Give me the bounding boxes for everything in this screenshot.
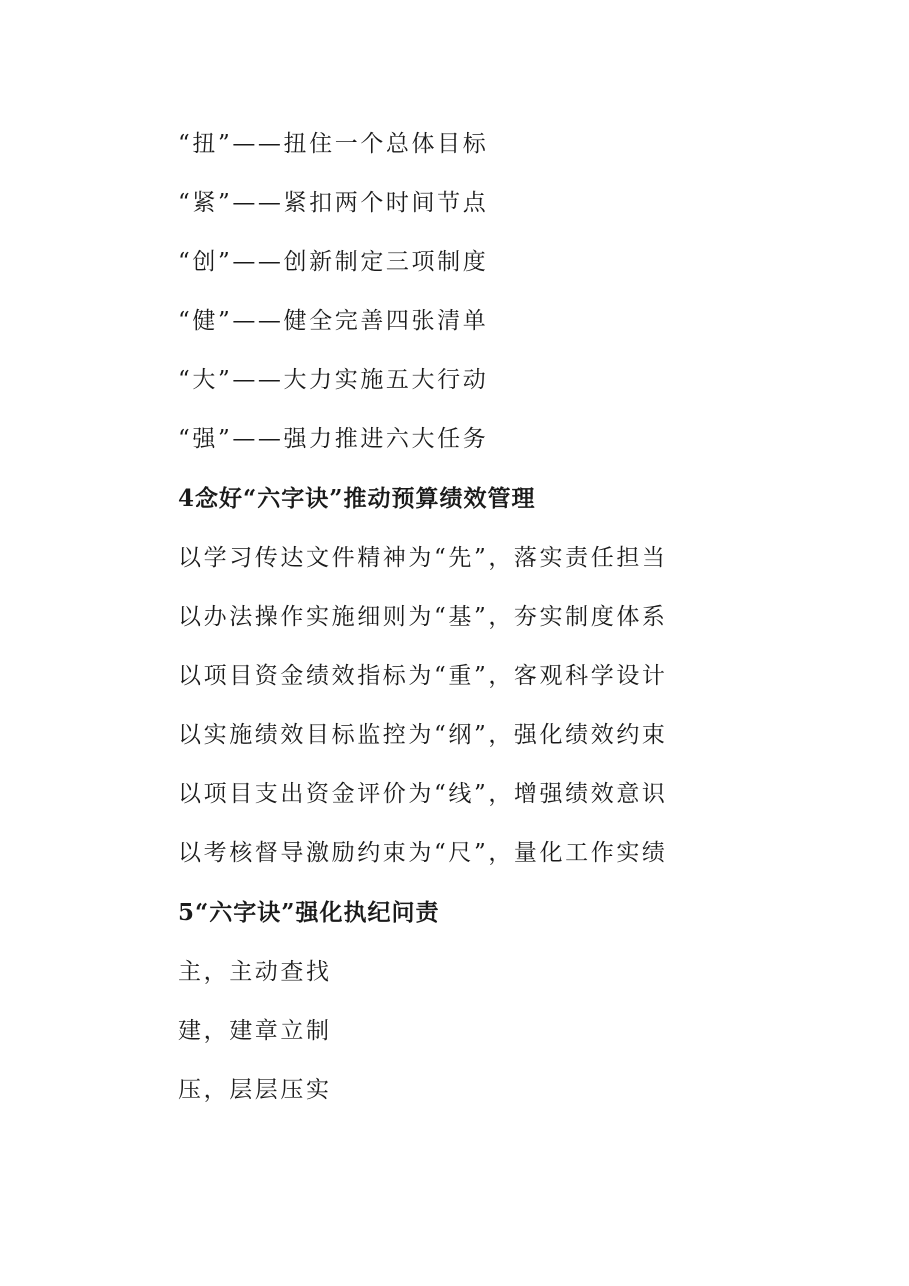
list-item: 以学习传达文件精神为“先”，落实责任担当 (178, 545, 668, 571)
list-item: 建，建章立制 (178, 1018, 332, 1044)
list-item: “健”——健全完善四张清单 (178, 308, 489, 334)
list-item: “创”——创新制定三项制度 (178, 249, 489, 275)
list-item: 以考核督导激励约束为“尺”，量化工作实绩 (178, 840, 668, 866)
list-item: “紧”——紧扣两个时间节点 (178, 190, 489, 216)
list-item: “强”——强力推进六大任务 (178, 426, 489, 452)
list-item: 主，主动查找 (178, 959, 332, 985)
list-item: “扭”——扭住一个总体目标 (178, 131, 489, 157)
list-item: “大”——大力实施五大行动 (178, 367, 489, 393)
list-item: 压，层层压实 (178, 1077, 332, 1103)
list-item: 以办法操作实施细则为“基”，夯实制度体系 (178, 604, 668, 630)
list-item: 以项目资金绩效指标为“重”，客观科学设计 (178, 663, 668, 689)
section-heading: 4念好“六字诀”推动预算绩效管理 (178, 485, 536, 512)
list-item: 以实施绩效目标监控为“纲”，强化绩效约束 (178, 722, 668, 748)
section-heading: 5“六字诀”强化执纪问责 (178, 899, 440, 926)
list-item: 以项目支出资金评价为“线”，增强绩效意识 (178, 781, 668, 807)
